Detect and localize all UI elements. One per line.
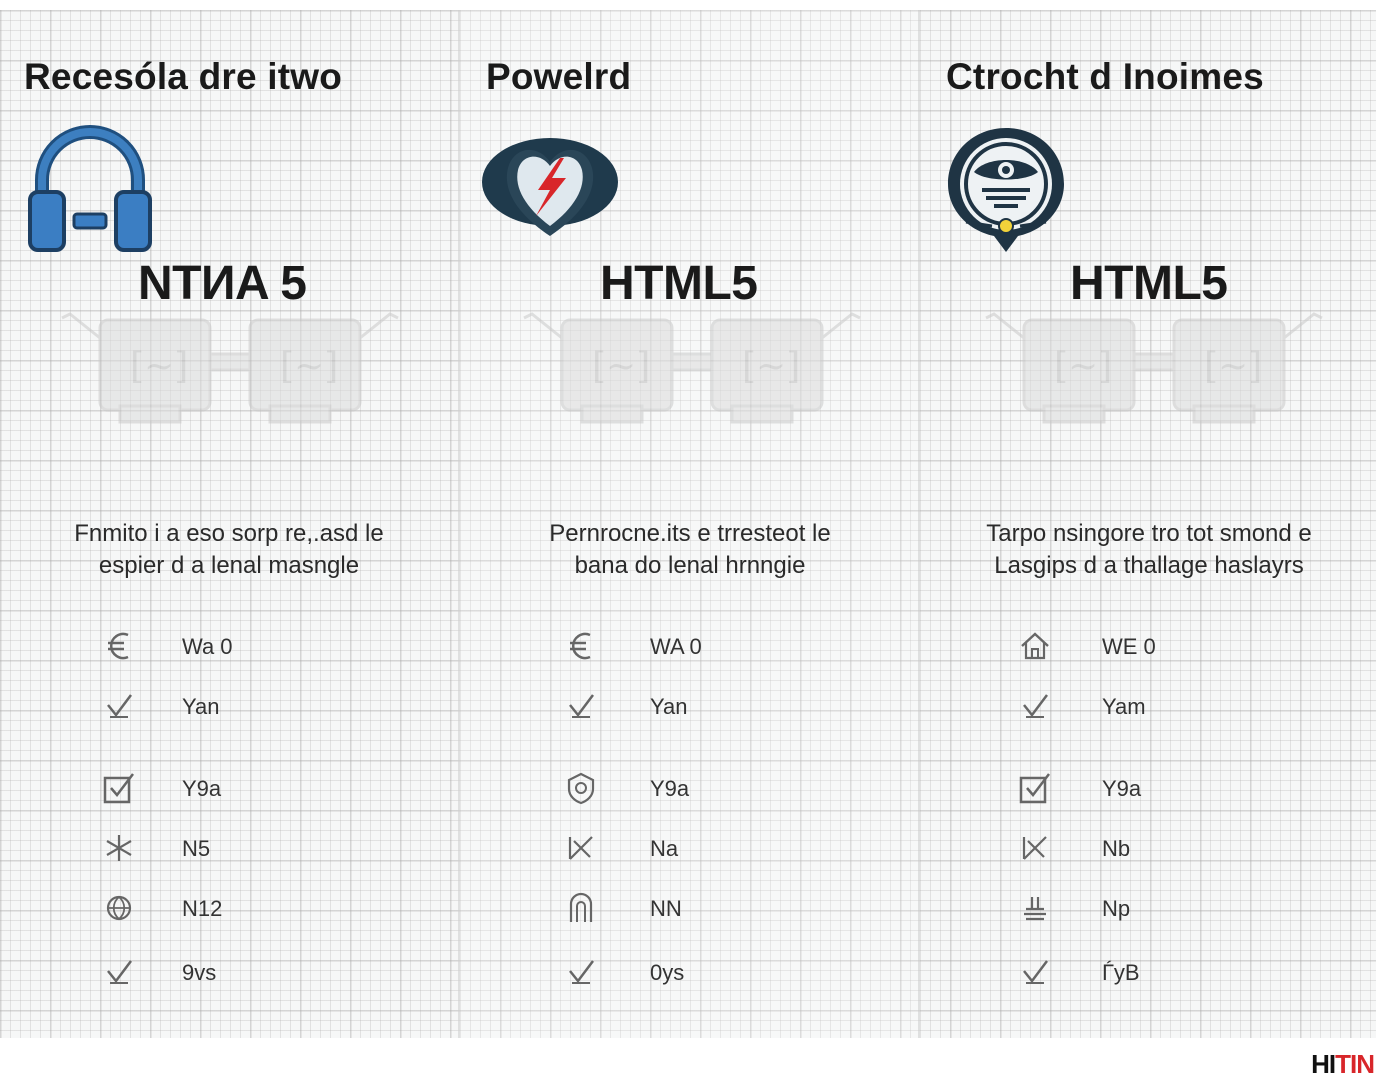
column-description: Tarpo nsingore tro tot smond e Lasgips d a thallage haslayrs — [986, 520, 1312, 579]
robot-watermark — [522, 298, 862, 433]
snowflake-icon — [100, 828, 138, 868]
svg-text:[~]: [~] — [130, 346, 189, 387]
heart-lightning-icon — [480, 130, 620, 245]
column-1: Recesóla dre itwo NTИA 5 [~] [~] Fnmito i a eso sorp re,.asd le espier d a lenal masngle Wa 0 Yan Y9a N5 N12 9vs — [0, 10, 458, 1038]
brand-watermark: HITIN — [1311, 1049, 1374, 1079]
column-heading: Powelrd — [486, 56, 632, 97]
cross-check-icon — [1016, 828, 1054, 868]
svg-text:[~]: [~] — [280, 346, 339, 387]
column-description: Fnmito i a eso sorp re,.asd le espier d a lenal masngle — [74, 520, 384, 579]
svg-text:[~]: [~] — [592, 346, 651, 387]
check-icon — [100, 686, 138, 726]
check-icon — [562, 686, 600, 726]
column-2: Powelrd HTML5 [~] [~] Pernrocne.its e trresteot le bana do lenal hrnngie WA 0 Yan Y9a Na NN 0ys — [458, 10, 920, 1038]
svg-text:[~]: [~] — [1204, 346, 1263, 387]
headphones-icon — [28, 124, 152, 257]
eye-emblem-icon — [946, 126, 1066, 259]
check-icon — [1016, 952, 1054, 992]
robot-watermark — [984, 298, 1324, 433]
column-heading: Ctrocht d Inoimes — [946, 56, 1264, 97]
column-3: Ctrocht d Inoimes HTML5 [~] [~] Tarpo nsingore tro tot smond e Lasgips d a thallage haslayrs WE 0 Yam Y9a Nb Np ЃyB — [918, 10, 1376, 1038]
svg-text:[~]: [~] — [1054, 346, 1113, 387]
euro-icon — [562, 626, 600, 666]
check-icon — [100, 952, 138, 992]
shield-icon — [562, 768, 600, 808]
big-title: NTИA 5 — [138, 257, 307, 310]
column-description: Pernrocne.its e trresteot le bana do lenal hrnngie — [549, 520, 831, 579]
big-title: HTML5 — [600, 257, 758, 310]
euro-icon — [100, 626, 138, 666]
check-icon — [1016, 686, 1054, 726]
big-title: HTML5 — [1070, 257, 1228, 310]
check-icon — [562, 952, 600, 992]
stack-icon — [1016, 888, 1054, 928]
svg-text:[~]: [~] — [742, 346, 801, 387]
arch-icon — [562, 888, 600, 928]
globe-icon — [100, 888, 138, 928]
cross-check-icon — [562, 828, 600, 868]
column-heading: Recesóla dre itwo — [24, 56, 343, 97]
home-icon — [1016, 626, 1054, 666]
checkbox-icon — [100, 768, 138, 808]
robot-watermark — [60, 298, 400, 433]
checkbox-icon — [1016, 768, 1054, 808]
